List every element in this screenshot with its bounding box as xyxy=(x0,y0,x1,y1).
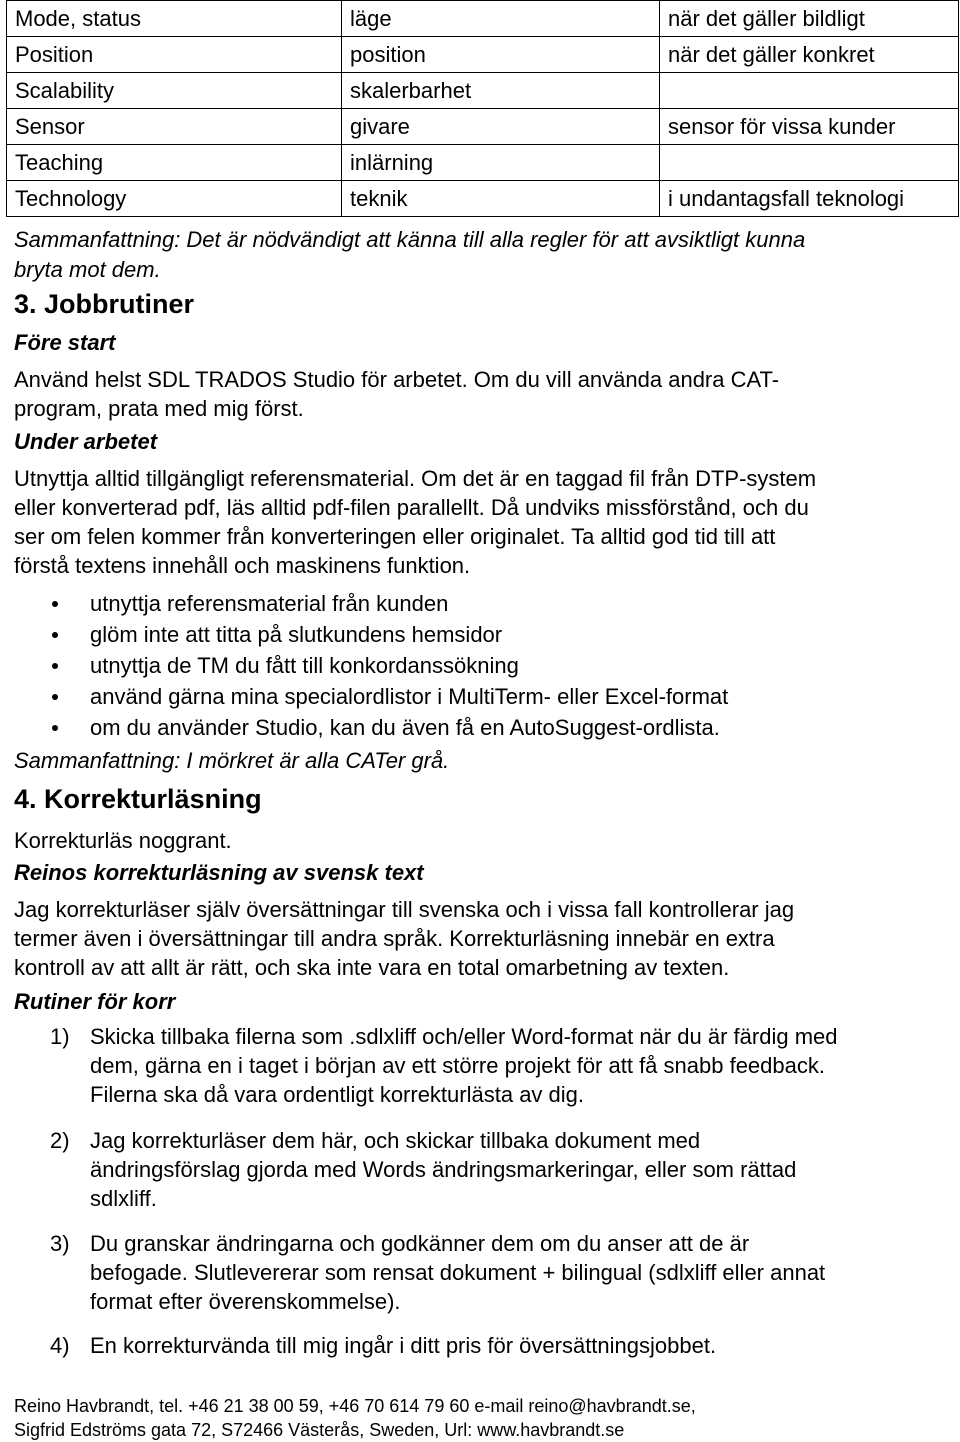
table-cell-swedish: teknik xyxy=(342,181,660,217)
paragraph-line: förstå textens innehåll och maskinens funktion. xyxy=(14,553,471,578)
table-row xyxy=(7,37,959,73)
summary-rules xyxy=(14,225,954,285)
table-cell-english: Teaching xyxy=(7,145,342,181)
paragraph-line: Utnyttja alltid tillgängligt referensmaterial. Om det är en taggad fil från DTP-system xyxy=(14,466,817,491)
table-row xyxy=(7,109,959,145)
table-cell-swedish: position xyxy=(342,37,660,73)
during-work-paragraph xyxy=(14,464,954,580)
paragraph-line: eller konverterad pdf, läs alltid pdf-filen parallellt. Då undviks missförstånd, och du xyxy=(14,495,809,520)
table-cell-swedish: inlärning xyxy=(342,145,660,181)
bullet-list xyxy=(50,588,930,743)
table-row xyxy=(7,181,959,217)
table-cell-note xyxy=(660,145,959,181)
table-row xyxy=(7,73,959,109)
table-row xyxy=(7,1,959,37)
list-item-line: Jag korrekturläser dem här, och skickar tillbaka dokument med xyxy=(90,1128,701,1153)
list-item xyxy=(50,1126,955,1213)
routines-list xyxy=(50,1126,955,1213)
list-item xyxy=(50,712,930,743)
summary-cat: Sammanfattning: I mörkret är alla CATer grå. xyxy=(14,748,450,773)
table-row xyxy=(7,145,959,181)
list-item-text: utnyttja de TM du fått till konkordanssökning xyxy=(90,653,519,678)
bullet-icon xyxy=(52,632,58,638)
paragraph-line: ser om felen kommer från konverteringen eller originalet. Ta alltid god tid till att xyxy=(14,524,776,549)
list-item-line: En korrekturvända till mig ingår i ditt pris för översättningsjobbet. xyxy=(90,1333,717,1358)
table-cell-english: Position xyxy=(7,37,342,73)
bullet-icon xyxy=(52,601,58,607)
subheading-reino-proofreading: Reinos korrekturläsning av svensk text xyxy=(14,860,424,885)
routines-list xyxy=(50,1022,955,1109)
list-item-number: 4) xyxy=(50,1333,70,1358)
list-item xyxy=(50,1331,955,1360)
table-cell-note: när det gäller bildligt xyxy=(660,1,959,37)
list-item-line: Du granskar ändringarna och godkänner dem om du anser att de är xyxy=(90,1231,750,1256)
table-cell-english: Mode, status xyxy=(7,1,342,37)
paragraph-line: Jag korrekturläser själv översättningar till svenska och i vissa fall kontrollerar jag xyxy=(14,897,795,922)
table-cell-english: Technology xyxy=(7,181,342,217)
list-item-line: Skicka tillbaka filerna som .sdlxliff och/eller Word-format när du är färdig med xyxy=(90,1024,838,1049)
section-heading-jobbrutiner: 3. Jobbrutiner xyxy=(14,289,195,319)
list-item xyxy=(50,681,930,712)
before-start-paragraph xyxy=(14,365,954,423)
routines-list xyxy=(50,1331,955,1360)
table-cell-note: sensor för vissa kunder xyxy=(660,109,959,145)
table-cell-swedish: läge xyxy=(342,1,660,37)
list-item xyxy=(50,1022,955,1109)
list-item-line: befogade. Slutlevererar som rensat dokument + bilingual (sdlxliff eller annat xyxy=(90,1260,826,1285)
page-footer xyxy=(14,1394,954,1442)
table-cell-note: i undantagsfall teknologi xyxy=(660,181,959,217)
section-heading-korrekturlasning: 4. Korrekturläsning xyxy=(14,784,262,814)
paragraph-line: termer även i översättningar till andra språk. Korrekturläsning innebär en extra xyxy=(14,926,775,951)
list-item-number: 2) xyxy=(50,1128,70,1153)
paragraph-line: program, prata med mig först. xyxy=(14,396,304,421)
list-item-number: 1) xyxy=(50,1024,70,1049)
footer-address-line: Sigfrid Edströms gata 72, S72466 Västerås, Sweden, Url: www.havbrandt.se xyxy=(14,1420,625,1440)
subheading-during-work: Under arbetet xyxy=(14,429,158,454)
list-item-text: glöm inte att titta på slutkundens hemsidor xyxy=(90,622,503,647)
table-cell-swedish: skalerbarhet xyxy=(342,73,660,109)
table-cell-english: Sensor xyxy=(7,109,342,145)
list-item xyxy=(50,619,930,650)
terminology-table xyxy=(6,0,959,217)
table-cell-english: Scalability xyxy=(7,73,342,109)
list-item-number: 3) xyxy=(50,1231,70,1256)
list-item-line: format efter överenskommelse). xyxy=(90,1289,401,1314)
bullet-icon xyxy=(52,663,58,669)
list-item-line: dem, gärna en i taget i början av ett större projekt för att få snabb feedback. xyxy=(90,1053,825,1078)
list-item-line: ändringsförslag gjorda med Words ändringsmarkeringar, eller som rättad xyxy=(90,1157,797,1182)
summary-line: Sammanfattning: Det är nödvändigt att känna till alla regler för att avsiktligt kunna xyxy=(14,227,806,252)
subheading-before-start: Före start xyxy=(14,330,116,355)
bullet-icon xyxy=(52,694,58,700)
list-item-line: Filerna ska då vara ordentligt korrekturlästa av dig. xyxy=(90,1082,585,1107)
paragraph-line: kontroll av att allt är rätt, och ska inte vara en total omarbetning av texten. xyxy=(14,955,730,980)
table-cell-note: när det gäller konkret xyxy=(660,37,959,73)
list-item xyxy=(50,588,930,619)
summary-line: bryta mot dem. xyxy=(14,257,161,282)
paragraph-line: Använd helst SDL TRADOS Studio för arbetet. Om du vill använda andra CAT- xyxy=(14,367,780,392)
table-cell-swedish: givare xyxy=(342,109,660,145)
bullet-icon xyxy=(52,725,58,731)
list-item-line: sdlxliff. xyxy=(90,1186,157,1211)
list-item xyxy=(50,1229,955,1316)
subheading-routines: Rutiner för korr xyxy=(14,989,176,1014)
table-cell-note xyxy=(660,73,959,109)
section4-intro: Korrekturläs noggrant. xyxy=(14,828,232,853)
list-item-text: utnyttja referensmaterial från kunden xyxy=(90,591,449,616)
footer-contact-line: Reino Havbrandt, tel. +46 21 38 00 59, +46 70 614 79 60 e-mail reino@havbrandt.se, xyxy=(14,1396,696,1416)
reino-paragraph xyxy=(14,895,954,982)
list-item-text: om du använder Studio, kan du även få en AutoSuggest-ordlista. xyxy=(90,715,720,740)
routines-list xyxy=(50,1229,955,1316)
list-item-text: använd gärna mina specialordlistor i MultiTerm- eller Excel-format xyxy=(90,684,729,709)
list-item xyxy=(50,650,930,681)
